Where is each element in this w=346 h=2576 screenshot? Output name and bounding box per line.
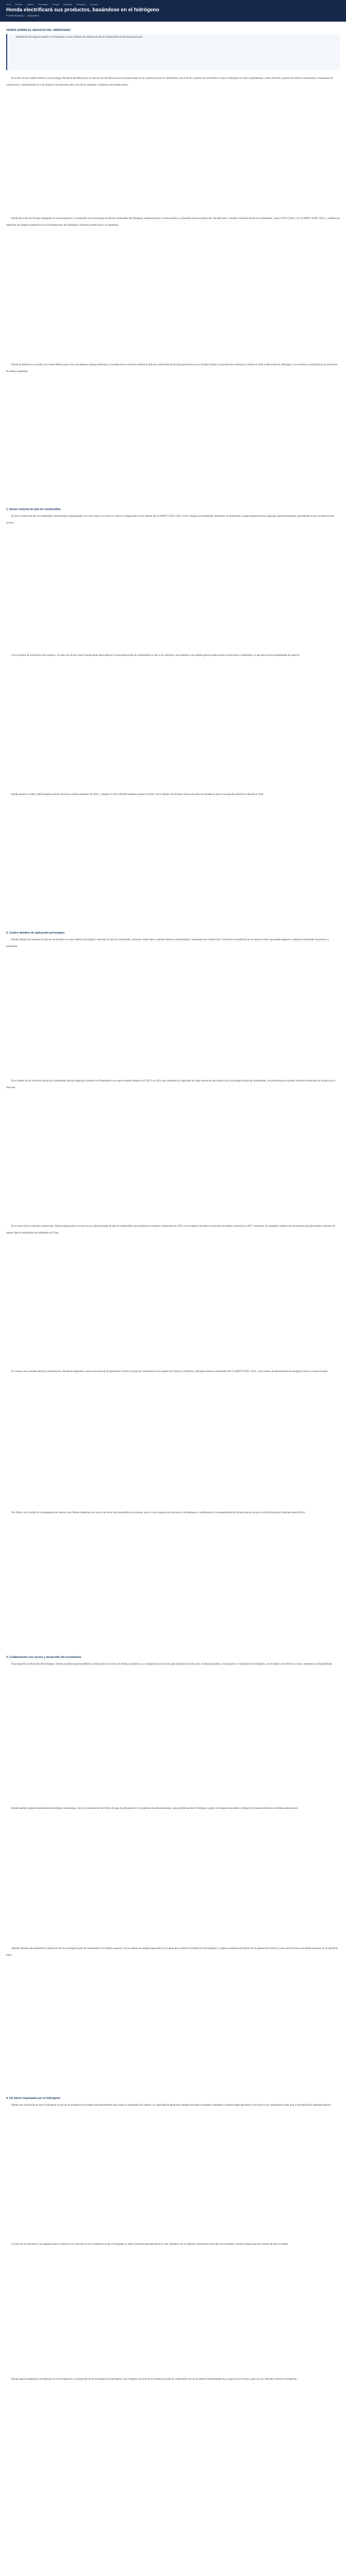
top-nav	[6, 3, 340, 6]
article-section-3	[6, 1654, 340, 2084]
nav-item-7[interactable]: Contacto	[90, 3, 98, 6]
paragraph: En el ámbito de los vehículos de pila de combustible, Honda empezará a producir en Norteamérica un nuevo modelo basado en el CR-V en 2024, que combinará la capacidad de carga externa de una batería con la tecnología de pila de combustible, convirtiéndose en el primer vehículo de este tipo de la marca en el mercado.	[6, 1080, 336, 1089]
paragraph: Ampliación del negocio basado en el hidrógeno con los sistemas del sistema de pila de combustible de próxima generación	[6, 34, 340, 70]
paragraph: Por último, en el ámbito de la maquinaria de construcción, Honda colaborará con socios del sector para desarrollar excavadoras, grúas y otros equipos que funcionen con hidrógeno, contribuyendo a la descarbonización de las obras en las que la electrificación por baterías resulta difícil.	[11, 1512, 306, 1514]
section-heading: 2. Cuatro ámbitos de aplicación principales	[6, 931, 65, 935]
article-author[interactable]: Por MH Bussard	[6, 14, 24, 17]
article-title: Honda electrificará sus productos, basándose en el hidrógeno	[6, 7, 159, 13]
paragraph: Honda también seguirá desarrollando tecnologías relacionadas, como los sistemas de electrólisis de agua de alta presión y los depósitos de almacenamiento, que permiten producir hidrógeno a partir de energías renovables y utilizarlo de manera eficiente en distintas aplicaciones.	[11, 1807, 299, 1810]
article-body	[0, 22, 346, 2508]
article-section-0	[6, 27, 340, 496]
article-meta	[6, 14, 340, 17]
nav-item-1[interactable]: Noticias	[15, 3, 23, 6]
paragraph: En el sector de los vehículos comerciales, Honda trabaja junto con Isuzu en un camión pesado de pila de combustible cuyas pruebas en carretera comenzaron en 2023, con el objetivo de lanzar al mercado un modelo comercial en 2027. Asimismo, la compañía colabora con otras firmas para desarrollar camiones de reparto ligeros impulsados por hidrógeno en China.	[6, 1225, 335, 1234]
article-section-4	[6, 2095, 340, 2508]
article-section-1	[6, 506, 340, 919]
section-heading: 3. Colaboración con socios y desarrollo del ecosistema	[6, 1656, 81, 1659]
nav-item-3[interactable]: Tecnología	[38, 3, 48, 6]
paragraph: Honda seguirá ampliando sus esfuerzos en la investigación y el desarrollo de las tecnologías del hidrógeno, con el objetivo de hacer de los sistemas de pila de combustible uno de los pilares fundamentales de su negocio en el futuro, junto con los vehículos eléctricos de baterías.	[11, 2378, 298, 2381]
paragraph: Honda lleva más de 30 años trabajando en la investigación y el desarrollo de la tecnología de pila de combustible del hidrógeno, empezando por la ciencia básica y avanzando hasta la producción. Ha fabricado y vendido vehículos de pila de combustible, como el FCX Clarity y el CLARITY FUEL CELL, y también ha adquirido una amplia experiencia con la infraestructura del hidrógeno, incluida la producción y el suministro.	[6, 217, 340, 227]
article-date: 31/01/2024	[27, 14, 39, 17]
paragraph: Honda utilizará los sistemas de pila de combustible en cuatro ámbitos principales: vehículos de pila de combustible, vehículos comerciales, centrales eléctricas estacionarias y maquinaria de construcción. Cada área se beneficiará de un sistema común que puede adaptarse a distintas necesidades de potencia y autonomía.	[6, 939, 329, 948]
nav-item-4[interactable]: Energía	[52, 3, 59, 6]
nav-item-2[interactable]: Opinión	[26, 3, 34, 6]
site-header	[0, 0, 346, 22]
paragraph: Además, Honda está estudiando la aplicación de su tecnología de pila de combustible en el ámbito espacial, con un sistema de energía regenerativo circulante que combina la producción de hidrógeno y oxígeno mediante electrólisis con la generación eléctrica, como solución para actividades humanas en la superficie lunar.	[6, 1947, 338, 1957]
nav-item-0[interactable]: Inicio	[6, 3, 11, 6]
paragraph: Para expandir la utilización del hidrógeno, Honda considera imprescindible la colaboración con socios de distintas industrias. La compañía buscará socios para impulsar la producción, el almacenamiento, el transporte y el suministro de hidrógeno, con el objetivo de reducir su coste y aumentar su disponibilidad.	[11, 1663, 333, 1666]
meta-separator: |	[25, 14, 26, 17]
section-heading: HONDA SOBRE EL NEGOCIO DEL HIDRÓGENO	[6, 29, 71, 32]
section-heading: 1. Nuevo sistema de pila de combustible	[6, 508, 61, 511]
section-heading: 4. Un futuro impulsado por el hidrógeno	[6, 2097, 60, 2100]
article-section-2	[6, 929, 340, 1643]
paragraph: El nuevo sistema de pila de combustible, desarrollado conjuntamente con GM, reduce a un tercio el coste en comparación con el sistema del CLARITY FUEL CELL 2019 y duplica su durabilidad. Asimismo, el rendimiento a bajas temperaturas ha mejorado significativamente, permitiendo su uso en entornos más severos.	[6, 515, 335, 524]
paragraph: A través de sus iniciativas, la compañía quiere contribuir a la creación de una sociedad en la que el hidrógeno se utilice de forma generalizada en la vida cotidiana y en la industria, ofreciendo soluciones de movilidad y energía limpias para los clientes de todo el mundo.	[11, 2243, 289, 2246]
paragraph: En cuanto a las centrales eléctricas estacionarias, Honda ha empezado a operar una estación de generación eléctrica de pila de combustible en su campus de Torrance, California, utilizando sistemas reutilizados del CLARITY FUEL CELL, como fuente de alimentación de emergencia para su centro de datos.	[11, 1370, 328, 1373]
nav-item-6[interactable]: Hidrógeno	[76, 3, 86, 6]
paragraph: Honda apunta a vender 2.000 unidades anuales del nuevo sistema alrededor de 2025, y ampliar la cifra a 60.000 unidades anuales en 2030, con el objetivo de alcanzar cientos de miles de unidades al año en la segunda mitad de la década de 2030.	[11, 793, 264, 796]
paragraph: Honda está convencida de que el hidrógeno es uno de los portadores de energía más prometedores para lograr la neutralidad de carbono. Su capacidad de almacenar energía renovable en grandes cantidades y durante largos periodos lo convierte en un complemento ideal para la electrificación mediante baterías.	[11, 2104, 332, 2107]
nav-item-5[interactable]: Movilidad	[63, 3, 72, 6]
paragraph: Honda ha firmado un acuerdo con General Motors para crear una empresa conjunta dedicada a la producción en masa de sistemas de pila de combustible de próxima generación en los Estados Unidos. La producción comenzará a finales de 2024 en Brownstown, Michigan, y los sistemas se utilizarán en los productos de ambas compañías.	[6, 364, 338, 373]
paragraph: En el año de este cambio histórico de tecnología, Honda ha decidido poner en marcha sus iniciativas para la próxima etapa de los sistemas de pila de combustible, con el fin de construir una sociedad en la que el hidrógeno se utilice ampliamente, como vehículos, generación eléctrica estacionaria y maquinaria de construcción, contribuyendo así a los objetivos de emisiones netas cero de las empresas y gobiernos del mundo entero.	[6, 77, 333, 87]
paragraph: Con la mejora de la eficiencia del sistema y la reducción de los costes, Honda puede ahora aplicar la tecnología de pila de combustible no solo a los vehículos, sino también a una amplia gama de aplicaciones comerciales e industriales, lo que abre nuevas posibilidades de negocio.	[11, 654, 300, 657]
